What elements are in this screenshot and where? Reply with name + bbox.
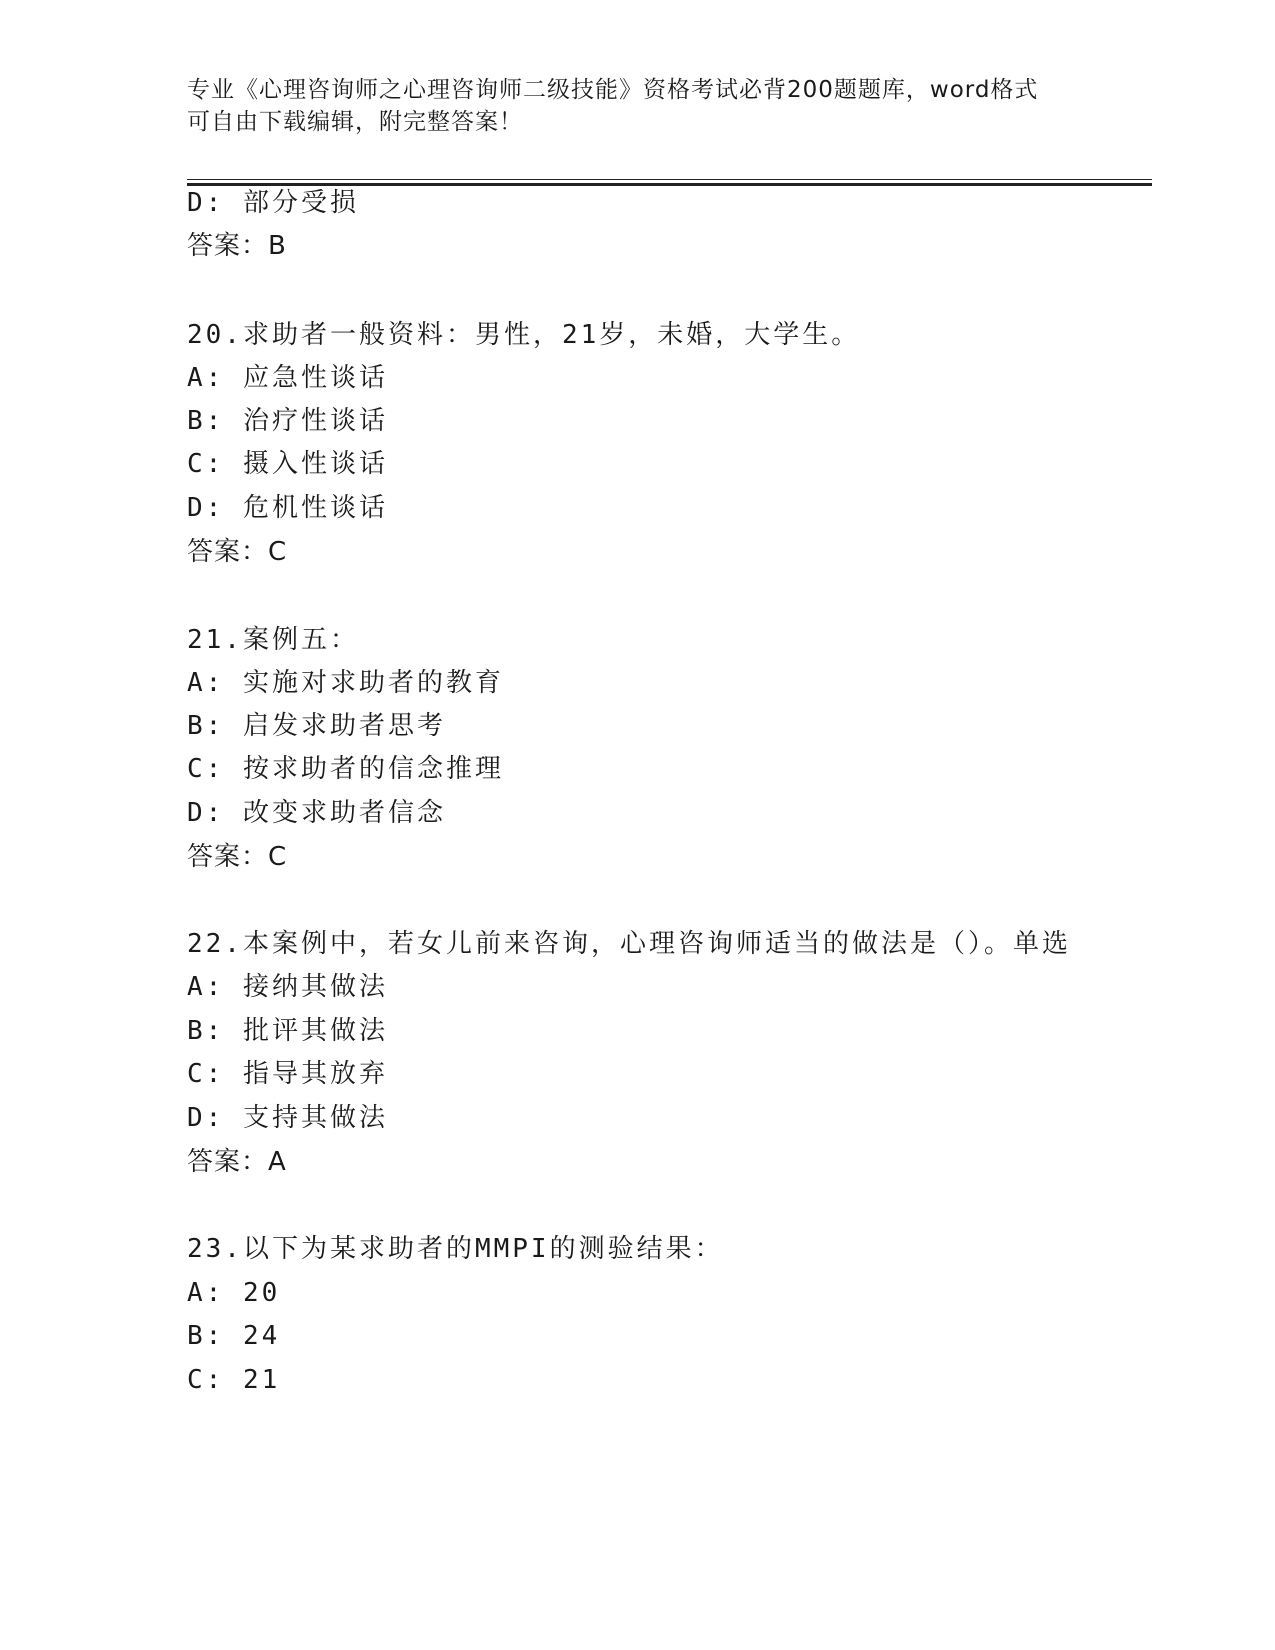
header-line-1: 专业《心理咨询师之心理咨询师二级技能》资格考试必背200题题库，word格式 bbox=[187, 77, 1039, 103]
question-21-option-c: C: 按求助者的信念推理 bbox=[187, 754, 504, 784]
question-20-answer: 答案：C bbox=[187, 537, 288, 567]
question-22-option-b: B: 批评其做法 bbox=[187, 1016, 388, 1046]
question-23-stem: 23.以下为某求助者的MMPI的测验结果： bbox=[187, 1234, 724, 1264]
question-20-stem: 20.求助者一般资料：男性，21岁，未婚，大学生。 bbox=[187, 320, 861, 350]
question-20-option-b: B: 治疗性谈话 bbox=[187, 406, 388, 436]
question-22-option-d: D: 支持其做法 bbox=[187, 1103, 388, 1133]
question-20-option-a: A: 应急性谈话 bbox=[187, 363, 388, 393]
question-20-option-d: D: 危机性谈话 bbox=[187, 493, 388, 523]
header-line-2: 可自由下载编辑，附完整答案！ bbox=[187, 109, 523, 135]
question-22-answer: 答案：A bbox=[187, 1147, 287, 1177]
question-21-option-a: A: 实施对求助者的教育 bbox=[187, 668, 504, 698]
question-21-stem: 21.案例五： bbox=[187, 625, 359, 655]
document-header bbox=[187, 74, 1087, 138]
question-21-answer: 答案：C bbox=[187, 842, 288, 872]
header-divider-thick bbox=[187, 183, 1152, 186]
question-20-option-c: C: 摄入性谈话 bbox=[187, 449, 388, 479]
question-22-option-a: A: 接纳其做法 bbox=[187, 972, 388, 1002]
option-d: D: 部分受损 bbox=[187, 188, 359, 218]
question-21-option-b: B: 启发求助者思考 bbox=[187, 711, 446, 741]
question-22-stem: 22.本案例中，若女儿前来咨询，心理咨询师适当的做法是（）。单选 bbox=[187, 929, 1071, 959]
question-23-option-c: C: 21 bbox=[187, 1365, 281, 1395]
header-divider-thin bbox=[187, 179, 1152, 180]
answer-line: 答案：B bbox=[187, 231, 287, 261]
question-23-option-b: B: 24 bbox=[187, 1321, 281, 1351]
question-21-option-d: D: 改变求助者信念 bbox=[187, 798, 446, 828]
question-23-option-a: A: 20 bbox=[187, 1278, 281, 1308]
question-22-option-c: C: 指导其放弃 bbox=[187, 1059, 388, 1089]
